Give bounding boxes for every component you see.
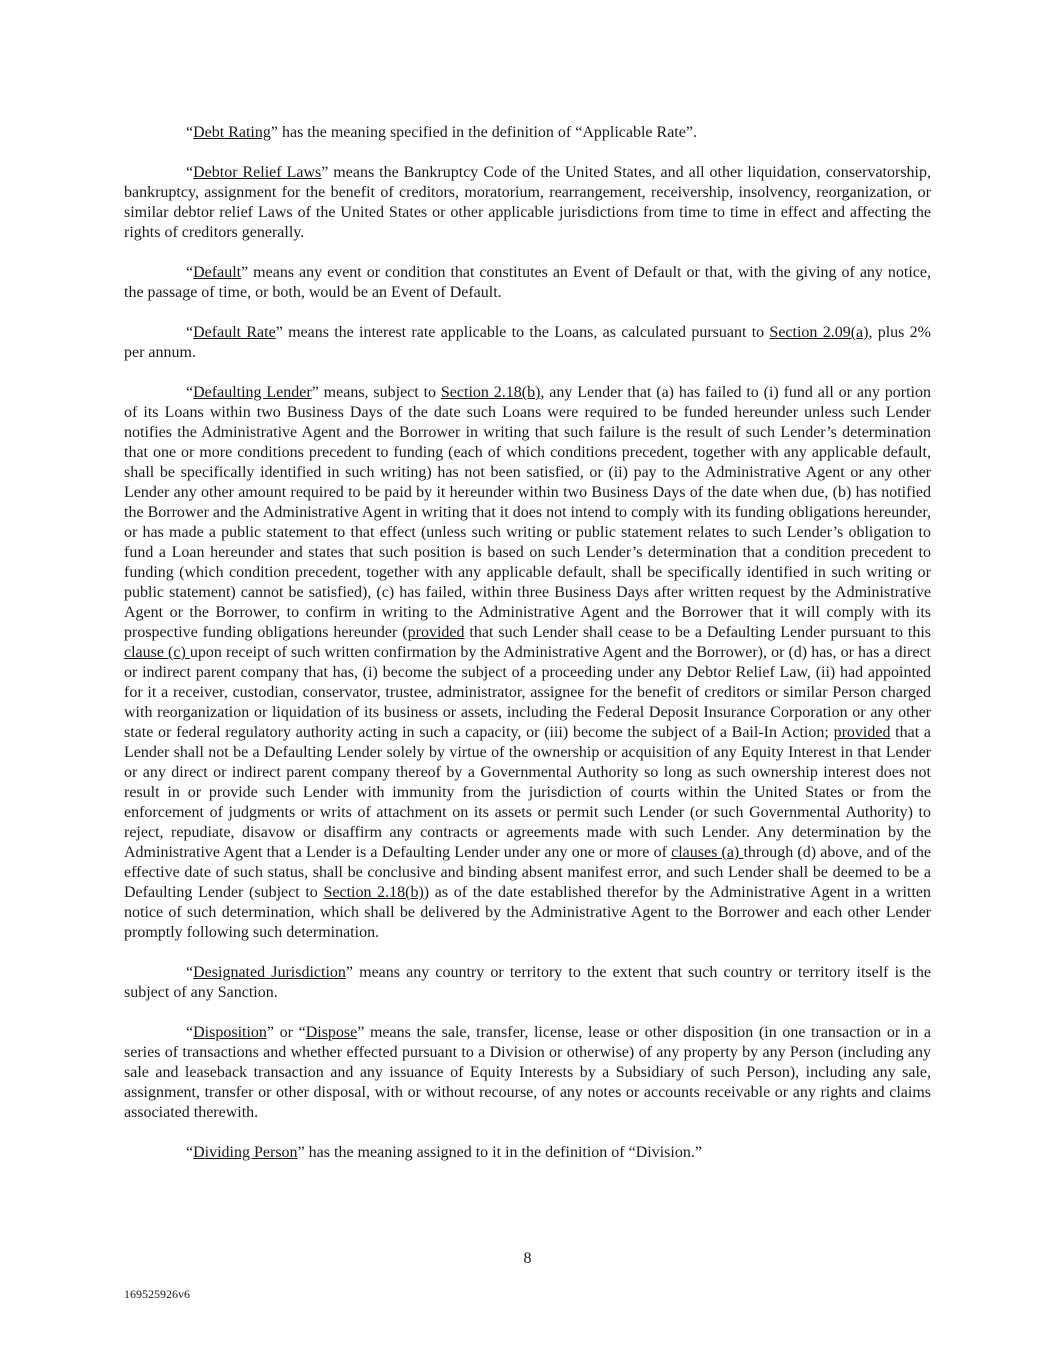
definition-text: ” has the meaning assigned to it in the definition of “Division.” <box>297 1144 702 1161</box>
defined-term-reference: Dispose <box>305 1024 358 1041</box>
defined-term-reference: Dividing Person <box>193 1144 298 1161</box>
definition-text: ” means, subject to <box>311 384 441 401</box>
defined-term-reference: clause (c) <box>124 644 190 661</box>
defined-term-reference: Defaulting Lender <box>193 384 312 401</box>
definition-text: , any Lender that (a) has failed to (i) fund all or any portion of its Loans within two Business Days of the date such Loans were required to be funded hereunder unless such Lender notifies the Administrative Agent and the Borrower in writing that such failure is the result of such Lender’s determination that one or more conditions precedent to funding (each of which conditions precedent, together with any applicable default, shall be specifically identified in such writing) has not been satisfied, or (ii) pay to the Administrative Agent or any other Lender any other amount required to be paid by it hereunder within two Business Days of the date when due, (b) has notified the Borrower and the Administrative Agent in writing that it does not intend to comply with its funding obligations hereunder, or has made a public statement to that effect (unless such writing or public statement relates to such Lender’s obligation to fund a Loan hereunder and states that such position is based on such Lender’s determination that a condition precedent to funding (which condition precedent, together with any applicable default, shall be specifically identified in such writing or public statement) cannot be satisfied), (c) has failed, within three Business Days after written request by the Administrative Agent or the Borrower, to confirm in writing to the Administrative Agent and the Borrower that it will comply with its prospective funding obligations hereunder ( <box>124 384 931 641</box>
definition-text: through (d) above, and of the effective date of such status, shall be conclusive and binding absent manifest error, and such Lender shall be deemed to be a Defaulting Lender (subject to <box>124 844 932 901</box>
definition-default <box>124 263 931 303</box>
defined-term-reference: provided <box>833 724 891 741</box>
definition-text: ” means the sale, transfer, license, lease or other disposition (in one transaction or in a series of transactions and whether effected pursuant to a Division or otherwise) of any property by any Person (including any sale and leaseback transaction and any issuance of Equity Interests by a Subsidiary of such Person), including any sale, assignment, transfer or other disposal, with or without recourse, of any notes or accounts receivable or any rights and claims associated therewith. <box>124 1024 931 1121</box>
defined-term-reference: Disposition <box>193 1024 267 1041</box>
document-id: 169525926v6 <box>124 1287 190 1301</box>
definition-text: , plus 2% per annum. <box>124 324 932 361</box>
definition-debt-rating <box>124 123 931 143</box>
definition-text: upon receipt of such written confirmation by the Administrative Agent and the Borrower), or (d) has, or has a direct or indirect parent company that has, (i) become the subject of a proceeding under any Debtor Relief Law, (ii) had appointed for it a receiver, custodian, conservator, trustee, administrator, assignee for the benefit of creditors or similar Person charged with reorganization or liquidation of its business or assets, including the Federal Deposit Insurance Corporation or any other state or federal regulatory authority acting in such a capacity, or (iii) become the subject of a Bail-In Action; <box>124 644 931 741</box>
definition-text: that a Lender shall not be a Defaulting Lender solely by virtue of the ownership or acquisition of any Equity Interest in that Lender or any direct or indirect parent company thereof by a Governmental Authority so long as such ownership interest does not result in or provide such Lender with immunity from the jurisdiction of courts within the United States or from the enforcement of judgments or writs of attachment on its assets or permit such Lender (or such Governmental Authority) to reject, repudiate, disavow or disaffirm any contracts or agreements made with such Lender. Any determination by the Administrative Agent that a Lender is a Defaulting Lender under any one or more of <box>124 724 932 861</box>
defined-term-reference: Debt Rating <box>193 124 271 141</box>
definition-disposition <box>124 1023 931 1123</box>
definition-designated-jurisdiction <box>124 963 931 1003</box>
defined-term-reference: Section 2.18(b) <box>323 884 424 901</box>
definition-text: ” means any country or territory to the extent that such country or territory itself is the subject of any Sanction. <box>124 964 931 1001</box>
defined-term-reference: Default <box>193 264 242 281</box>
definition-text: that such Lender shall cease to be a Defaulting Lender pursuant to this <box>464 624 932 641</box>
definition-defaulting-lender <box>124 383 931 943</box>
defined-term-reference: clauses (a) <box>671 844 744 861</box>
definition-text: “ <box>186 1144 194 1161</box>
definition-text: “ <box>186 324 194 341</box>
page-number: 8 <box>523 1250 532 1267</box>
definition-text: “ <box>186 164 194 181</box>
defined-term-reference: provided <box>407 624 465 641</box>
definition-text: ” means the interest rate applicable to the Loans, as calculated pursuant to <box>275 324 770 341</box>
definition-text: “ <box>186 124 194 141</box>
definition-text: ” means any event or condition that constitutes an Event of Default or that, with the giving of any notice, the passage of time, or both, would be an Event of Default. <box>124 264 931 301</box>
defined-term-reference: Debtor Relief Laws <box>193 164 322 181</box>
definition-debtor-relief-laws <box>124 163 931 243</box>
defined-term-reference: Section 2.18(b) <box>440 384 541 401</box>
definitions-body <box>124 123 931 1163</box>
definition-text: “ <box>186 264 194 281</box>
definition-text: ” or “ <box>266 1024 306 1041</box>
definition-text: ” means the Bankruptcy Code of the United States, and all other liquidation, conservatorship, bankruptcy, assignment for the benefit of creditors, moratorium, rearrangement, receivership, insolvency, reorganization, or similar debtor relief Laws of the United States or other applicable jurisdictions from time to time in effect and affecting the rights of creditors generally. <box>124 164 932 241</box>
definition-text: “ <box>186 384 194 401</box>
definition-dividing-person <box>124 1143 931 1163</box>
definition-text: ” has the meaning specified in the definition of “Applicable Rate”. <box>270 124 697 141</box>
definition-text: “ <box>186 1024 194 1041</box>
defined-term-reference: Default Rate <box>193 324 276 341</box>
definition-text: ) as of the date established therefor by the Administrative Agent in a written notice of such determination, which shall be delivered by the Administrative Agent to the Borrower and each other Lender promptly following such determination. <box>124 884 931 941</box>
defined-term-reference: Section 2.09(a) <box>769 324 869 341</box>
defined-term-reference: Designated Jurisdiction <box>193 964 346 981</box>
definition-text: “ <box>186 964 194 981</box>
definition-default-rate <box>124 323 931 363</box>
